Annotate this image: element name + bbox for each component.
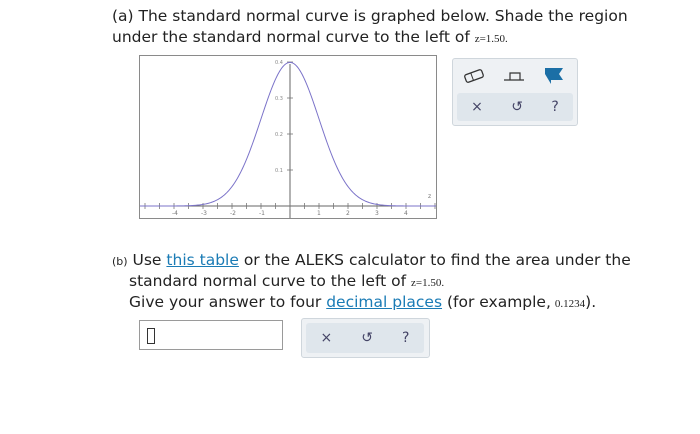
region-tool-icon[interactable] (501, 65, 527, 87)
part-a-line1 (112, 6, 628, 27)
x-tick-label: 1 (317, 210, 321, 217)
x-tick-label: -4 (172, 210, 178, 217)
decimal-places-link[interactable]: decimal places (326, 293, 443, 311)
z-value-b: z=1.50. (411, 277, 445, 289)
part-b-text3b: (for example, (446, 293, 551, 311)
clear-answer-button[interactable]: × (320, 330, 333, 346)
undo-answer-button[interactable]: ↺ (361, 330, 374, 346)
y-tick-label: 0.2 (275, 132, 283, 138)
part-a-text1: (a) The standard normal curve is graphed below. Shade the region (112, 7, 628, 25)
eraser-icon[interactable] (461, 65, 487, 87)
part-a-text2: under the standard normal curve to the left of (112, 28, 470, 46)
part-b-label: (b) (112, 255, 128, 268)
y-tick-label: 0.4 (275, 60, 283, 66)
answer-action-bar (306, 323, 424, 353)
answer-input[interactable] (139, 320, 283, 350)
y-tick-label: 0.1 (275, 168, 283, 174)
part-b-line3 (129, 292, 596, 315)
normal-curve-graph[interactable] (139, 55, 437, 219)
part-b-line2 (129, 271, 444, 294)
part-b-text1b: or the ALEKS calculator to find the area under the (243, 251, 631, 269)
help-answer-button[interactable]: ? (402, 330, 410, 346)
x-tick-label: -1 (259, 210, 265, 217)
graph-action-bar (457, 93, 573, 121)
graph-tool-panel (452, 58, 578, 126)
z-value-a: z=1.50. (474, 33, 508, 45)
undo-graph-button[interactable]: ↺ (511, 99, 523, 115)
x-tick-label: 4 (404, 210, 408, 217)
x-tick-label: 2 (346, 210, 350, 217)
x-tick-label: -3 (201, 210, 207, 217)
part-b-text3a: Give your answer to four (129, 293, 322, 311)
answer-action-panel (301, 318, 430, 358)
this-table-link[interactable]: this table (166, 251, 239, 269)
part-b-text3c: ). (585, 293, 597, 311)
input-caret (147, 328, 155, 344)
part-a-line2 (112, 27, 508, 50)
part-b-text2: standard normal curve to the left of (129, 272, 407, 290)
part-b-text1a: Use (132, 251, 162, 269)
example-value: 0.1234 (554, 298, 586, 310)
part-b-line1 (112, 250, 631, 272)
graph-svg[interactable] (140, 56, 436, 218)
x-tick-label: 3 (375, 210, 379, 217)
x-tick-label: -2 (230, 210, 236, 217)
y-tick-label: 0.3 (275, 96, 283, 102)
help-graph-button[interactable]: ? (551, 99, 559, 115)
flag-icon[interactable] (541, 63, 567, 87)
clear-graph-button[interactable]: × (471, 99, 483, 115)
x-axis-label: z (428, 193, 432, 200)
